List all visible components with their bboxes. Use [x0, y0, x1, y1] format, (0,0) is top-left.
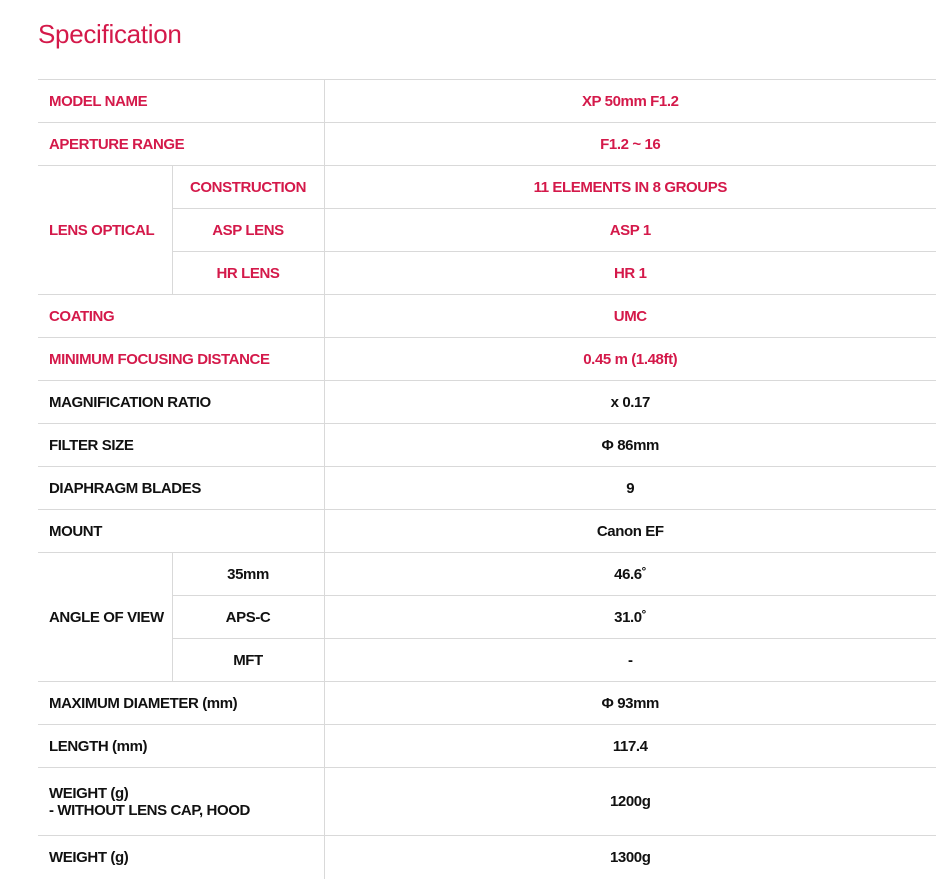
table-row [38, 725, 936, 768]
spec-value: HR 1 [324, 252, 936, 295]
spec-value: Φ 93mm [324, 682, 936, 725]
spec-value: 11 ELEMENTS IN 8 GROUPS [324, 166, 936, 209]
spec-label: MODEL NAME [38, 80, 324, 123]
spec-label: APERTURE RANGE [38, 123, 324, 166]
spec-label: MINIMUM FOCUSING DISTANCE [38, 338, 324, 381]
table-row [38, 295, 936, 338]
spec-value: 0.45 m (1.48ft) [324, 338, 936, 381]
spec-value: 117.4 [324, 725, 936, 768]
spec-sublabel: ASP LENS [172, 209, 324, 252]
spec-value: UMC [324, 295, 936, 338]
table-row [38, 338, 936, 381]
table-row [38, 252, 936, 295]
table-row [38, 166, 936, 209]
spec-label: COATING [38, 295, 324, 338]
spec-value: Φ 86mm [324, 424, 936, 467]
table-row [38, 768, 936, 836]
spec-label-line2: - WITHOUT LENS CAP, HOOD [49, 801, 250, 819]
spec-label: MAGNIFICATION RATIO [38, 381, 324, 424]
spec-label: DIAPHRAGM BLADES [38, 467, 324, 510]
spec-sublabel: CONSTRUCTION [172, 166, 324, 209]
spec-label: MOUNT [38, 510, 324, 553]
table-row [38, 836, 936, 879]
spec-label [38, 768, 324, 836]
spec-group-label: ANGLE OF VIEW [38, 553, 172, 682]
spec-group-label: LENS OPTICAL [38, 166, 172, 295]
spec-value: 9 [324, 467, 936, 510]
table-row [38, 80, 936, 123]
table-row [38, 639, 936, 682]
spec-value: - [324, 639, 936, 682]
spec-value: 46.6˚ [324, 553, 936, 596]
spec-value: Canon EF [324, 510, 936, 553]
spec-value: XP 50mm F1.2 [324, 80, 936, 123]
spec-value: 31.0˚ [324, 596, 936, 639]
table-row [38, 209, 936, 252]
page-title: Specification [38, 19, 182, 49]
table-row [38, 596, 936, 639]
table-row [38, 682, 936, 725]
spec-label: FILTER SIZE [38, 424, 324, 467]
spec-value: x 0.17 [324, 381, 936, 424]
spec-value: 1200g [324, 768, 936, 836]
spec-value: 1300g [324, 836, 936, 879]
spec-sublabel: 35mm [172, 553, 324, 596]
spec-sublabel: HR LENS [172, 252, 324, 295]
spec-value: ASP 1 [324, 209, 936, 252]
spec-table [38, 79, 936, 879]
table-row [38, 467, 936, 510]
spec-label-line1: WEIGHT (g) [49, 784, 129, 802]
table-row [38, 424, 936, 467]
table-row [38, 381, 936, 424]
spec-sublabel: APS-C [172, 596, 324, 639]
table-row [38, 123, 936, 166]
spec-label: WEIGHT (g) [49, 848, 129, 866]
table-row [38, 553, 936, 596]
spec-value: F1.2 ~ 16 [324, 123, 936, 166]
spec-label: MAXIMUM DIAMETER (mm) [38, 682, 324, 725]
spec-sublabel: MFT [172, 639, 324, 682]
table-row [38, 510, 936, 553]
spec-label: LENGTH (mm) [38, 725, 324, 768]
